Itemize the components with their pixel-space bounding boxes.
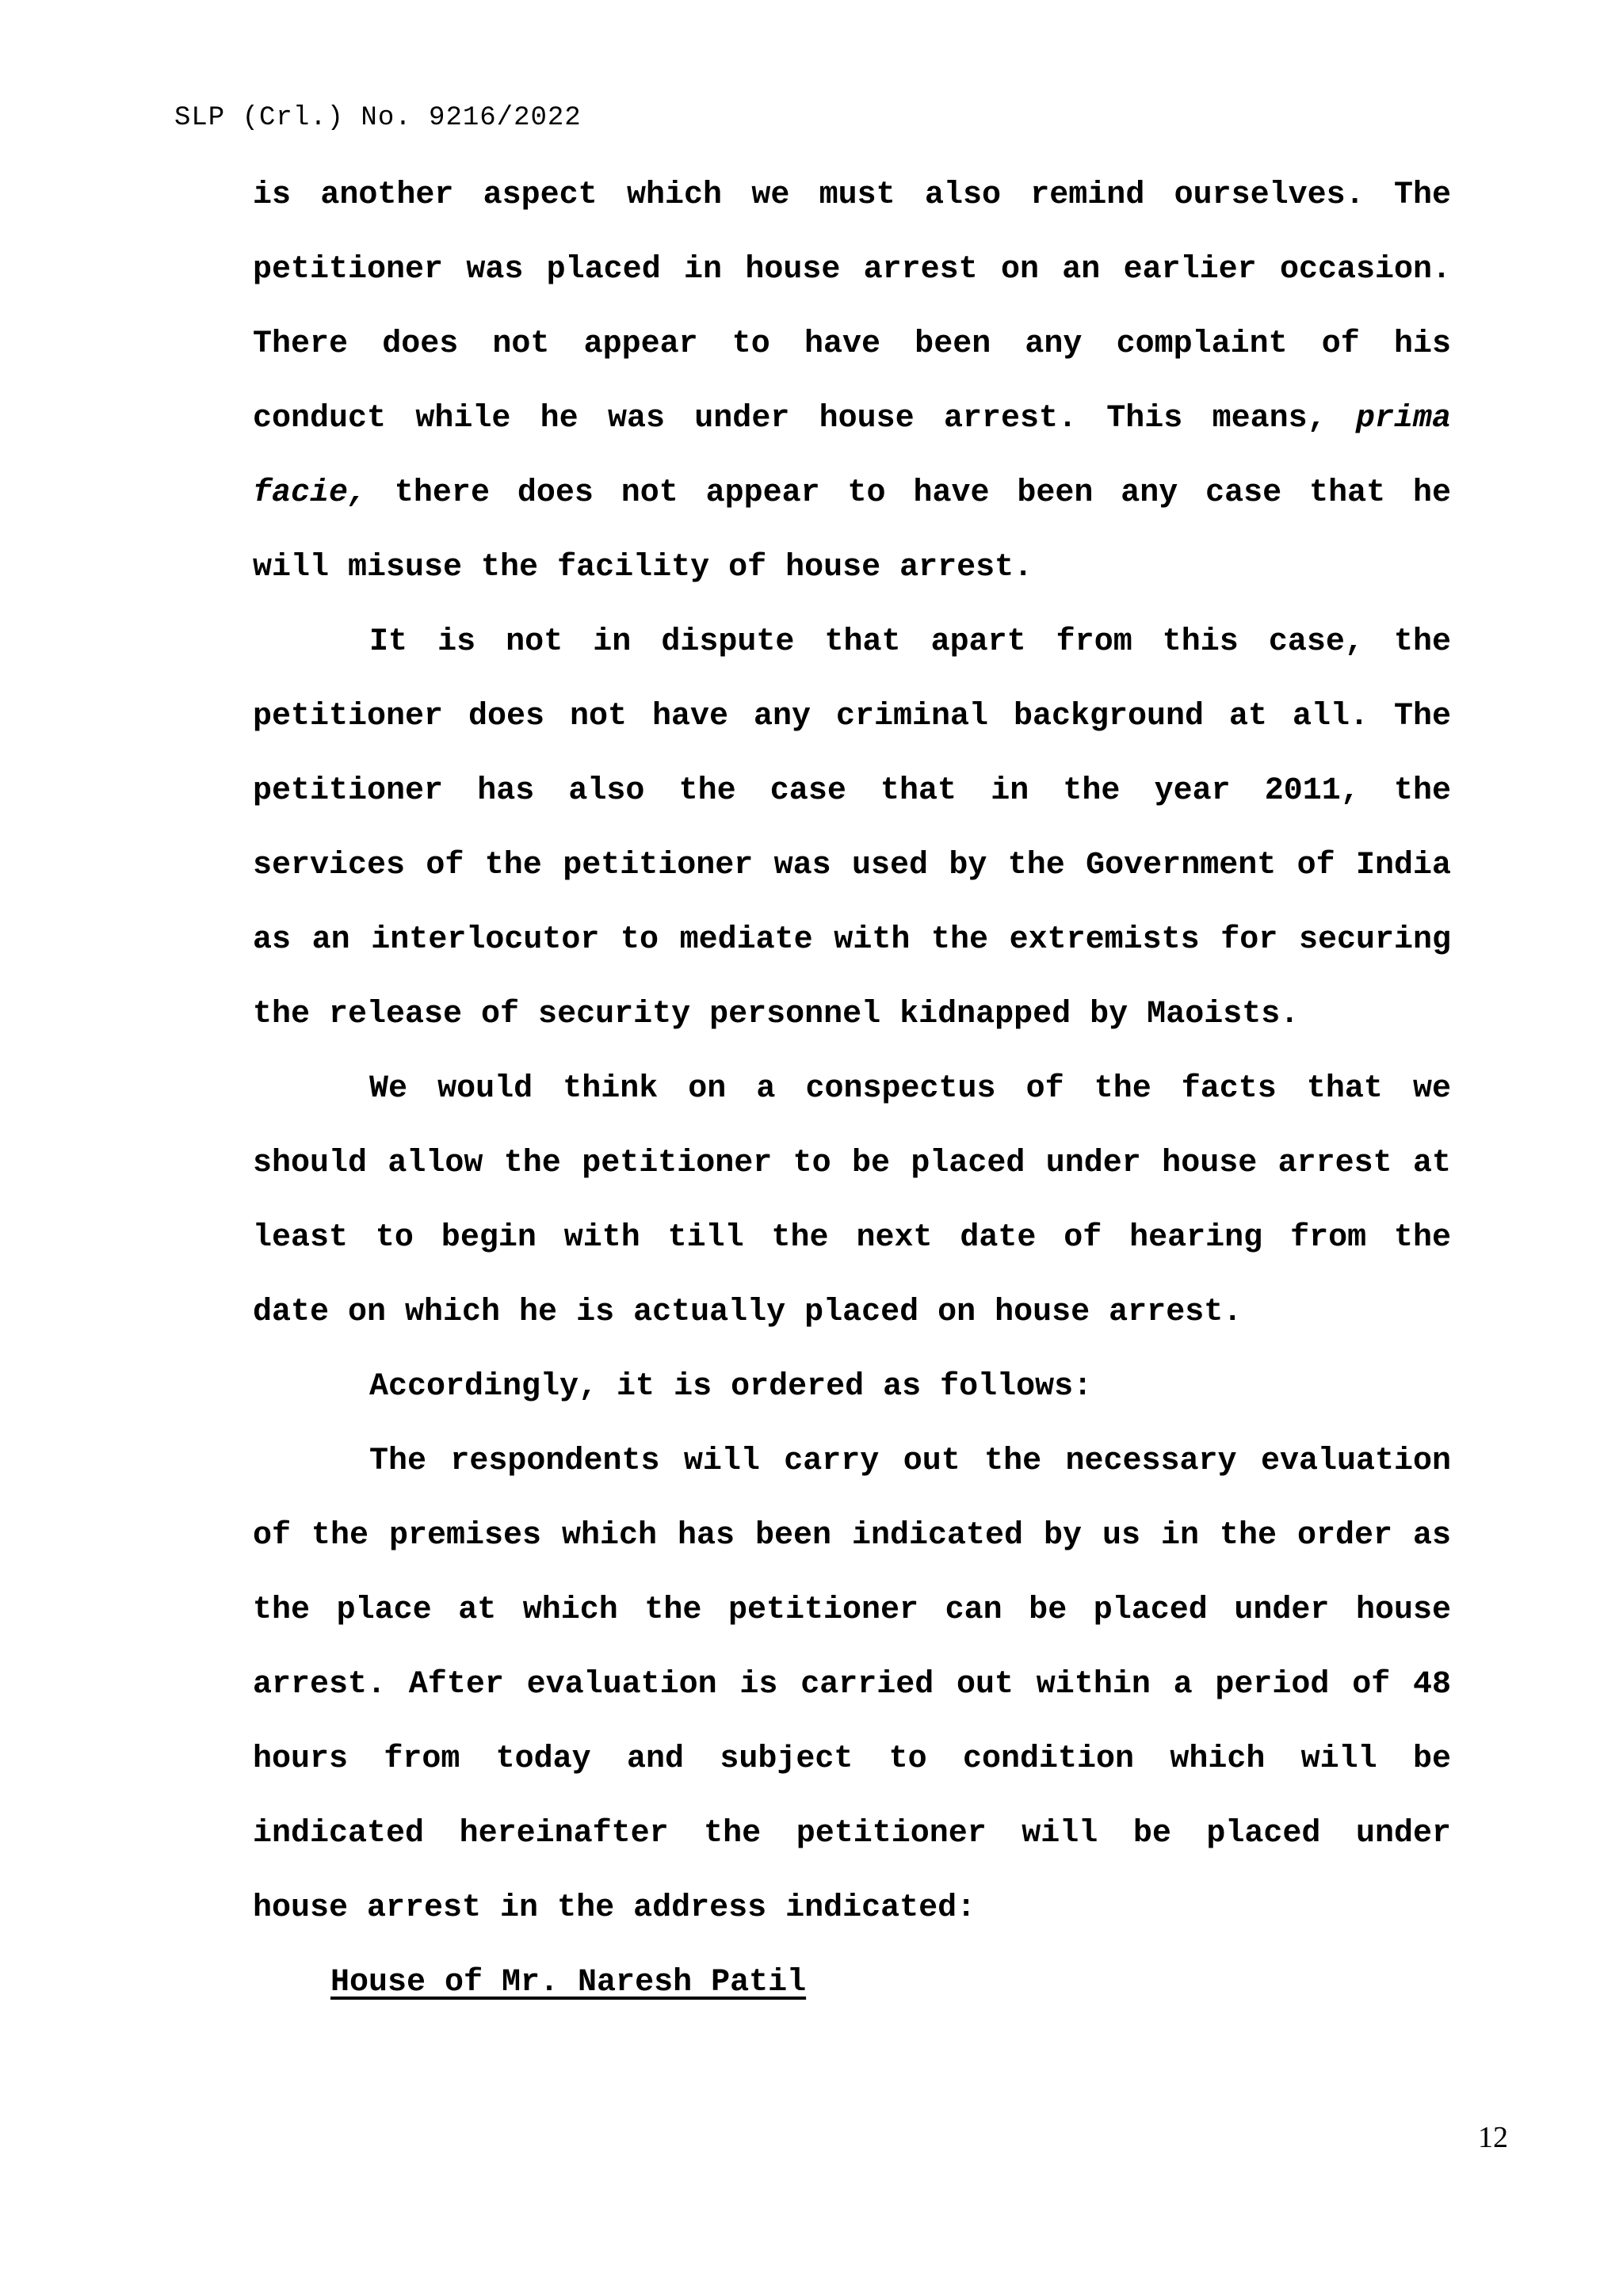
prima-facie-italic: prima facie, — [253, 401, 1451, 511]
case-number-header: SLP (Crl.) No. 9216/2022 — [174, 103, 582, 133]
document-body — [253, 158, 1451, 2020]
paragraph-2: It is not in dispute that apart from this case, the petitioner does not have any criminal background at all. The petitioner has also the case that in the year 2011, the services of the petitioner was used by the Government of India as an interlocutor to mediate with the extremists for securing the release of security personnel kidnapped by Maoists. — [253, 624, 1451, 1032]
paragraph-1-end: there does not appear to have been any case that he will misuse the facility of house arrest. — [253, 475, 1451, 585]
paragraph-4: Accordingly, it is ordered as follows: — [369, 1369, 1093, 1405]
paragraph-1-text: is another aspect which we must also remind ourselves. The petitioner was placed in house arrest on an earlier occasion. There does not appear to have been any complaint of his conduct while he was under house arrest. This means, — [253, 177, 1451, 437]
address-subheading: House of Mr. Naresh Patil — [330, 1965, 807, 2000]
paragraph-3: We would think on a conspectus of the facts that we should allow the petitioner to be placed under house arrest at least to begin with till the next date of hearing from the date on which he is actually placed on house arrest. — [253, 1071, 1451, 1330]
page-number: 12 — [1478, 2121, 1508, 2154]
paragraph-1 — [253, 158, 1451, 605]
paragraph-5: The respondents will carry out the necessary evaluation of the premises which has been indicated by us in the order as the place at which the petitioner can be placed under house arrest. After evaluation is carried out within a period of 48 hours from today and subject to condition which will be indicated hereinafter the petitioner will be placed under house arrest in the address indicated: — [253, 1444, 1451, 1926]
